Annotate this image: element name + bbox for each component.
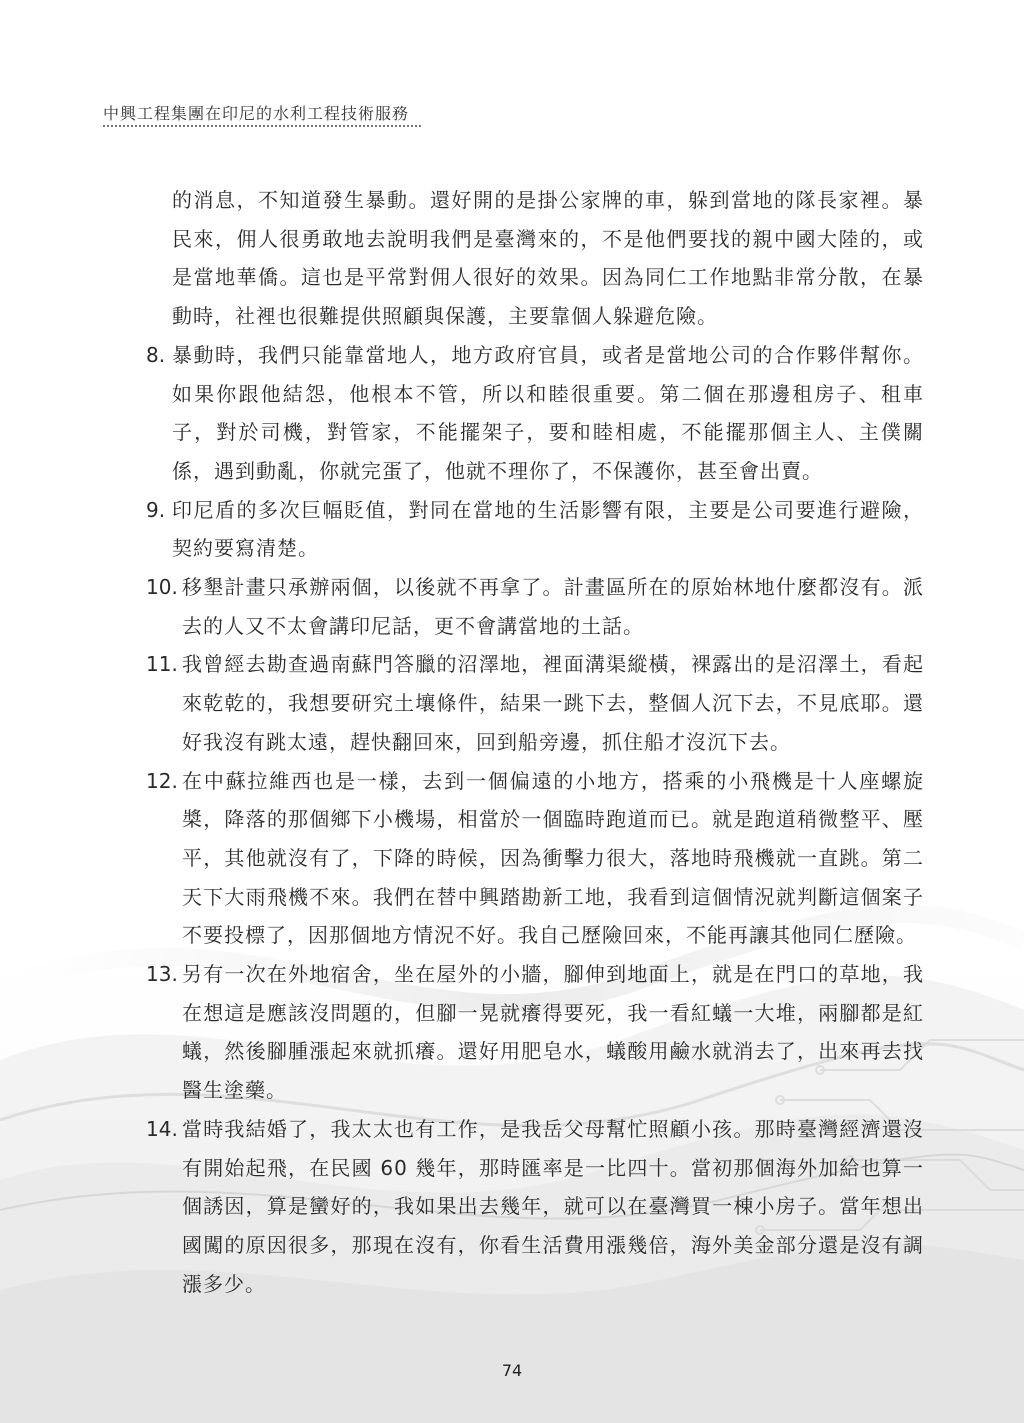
running-header: 中興工程集團在印尼的水利工程技術服務 — [103, 104, 410, 123]
page-body — [146, 181, 924, 1303]
list-item-14 — [146, 1110, 924, 1304]
list-item-text: 印尼盾的多次巨幅貶值，對同在當地的生活影響有限，主要是公司要進行避險，契約要寫清楚。 — [172, 497, 924, 561]
list-item-number: 8. — [146, 342, 166, 367]
list-item-10 — [146, 568, 924, 645]
continued-paragraph: 的消息，不知道發生暴動。還好開的是掛公家牌的車，躲到當地的隊長家裡。暴民來，佣人很勇敢地去說明我們是臺灣來的，不是他們要找的親中國大陸的，或是當地華僑。這也是平常對佣人很好的效果。因為同仁工作地點非常分散，在暴動時，社裡也很難提供照顧與保護，主要靠個人躲避危險。 — [172, 188, 924, 329]
list-item-8 — [146, 336, 924, 491]
list-item-number: 12. — [146, 768, 178, 793]
list-item-text: 當時我結婚了，我太太也有工作，是我岳父母幫忙照顧小孩。那時臺灣經濟還沒有開始起飛，在民國 60 幾年，那時匯率是一比四十。當初那個海外加給也算一個誘因，算是蠻好的，我如果出去幾年，就可以在臺灣買一棟小房子。當年想出國闖的原因很多，那現在沒有，你看生活費用漲幾倍，海外美金部分還是沒有調漲多少。 — [182, 1116, 924, 1296]
list-item-13 — [146, 955, 924, 1110]
list-item-number: 13. — [146, 962, 178, 987]
page-number: 74 — [501, 1361, 523, 1380]
list-item-number: 10. — [146, 575, 178, 600]
list-item-number: 11. — [146, 652, 178, 677]
list-item-number: 14. — [146, 1116, 178, 1141]
list-item-9 — [146, 491, 924, 568]
list-item-text: 暴動時，我們只能靠當地人，地方政府官員，或者是當地公司的合作夥伴幫你。如果你跟他結怨，他根本不管，所以和睦很重要。第二個在那邊租房子、租車子，對於司機，對管家，不能擺架子，要和睦相處，不能擺那個主人、主僕關係，遇到動亂，你就完蛋了，他就不理你了，不保護你，甚至會出賣。 — [172, 342, 924, 483]
list-item-number: 9. — [146, 497, 166, 522]
list-item-text: 另有一次在外地宿舍，坐在屋外的小牆，腳伸到地面上，就是在門口的草地，我在想這是應該沒問題的，但腳一晃就癢得要死，我一看紅蟻一大堆，兩腳都是紅蟻，然後腳腫漲起來就抓癢。還好用肥皂水，蟻酸用鹼水就消去了，出來再去找醫生塗藥。 — [182, 962, 924, 1103]
header-dotted-rule — [103, 125, 421, 127]
list-item-11 — [146, 645, 924, 761]
list-item-text: 移墾計畫只承辦兩個，以後就不再拿了。計畫區所在的原始林地什麼都沒有。派去的人又不太會講印尼話，更不會講當地的土話。 — [182, 575, 924, 638]
list-item-12 — [146, 762, 924, 956]
list-item-text: 在中蘇拉維西也是一樣，去到一個偏遠的小地方，搭乘的小飛機是十人座螺旋槳，降落的那個鄉下小機場，相當於一個臨時跑道而已。就是跑道稍微整平、壓平，其他就沒有了，下降的時候，因為衝擊力很大，落地時飛機就一直跳。第二天下大雨飛機不來。我們在替中興踏勘新工地，我看到這個情況就判斷這個案子不要投標了，因那個地方情況不好。我自己歷險回來，不能再讓其他同仁歷險。 — [182, 768, 924, 948]
list-item-text: 我曾經去勘查過南蘇門答臘的沼澤地，裡面溝渠縱橫，裸露出的是沼澤土，看起來乾乾的，我想要研究土壤條件，結果一跳下去，整個人沉下去，不見底耶。還好我沒有跳太遠，趕快翻回來，回到船旁邊，抓住船才沒沉下去。 — [182, 652, 924, 754]
